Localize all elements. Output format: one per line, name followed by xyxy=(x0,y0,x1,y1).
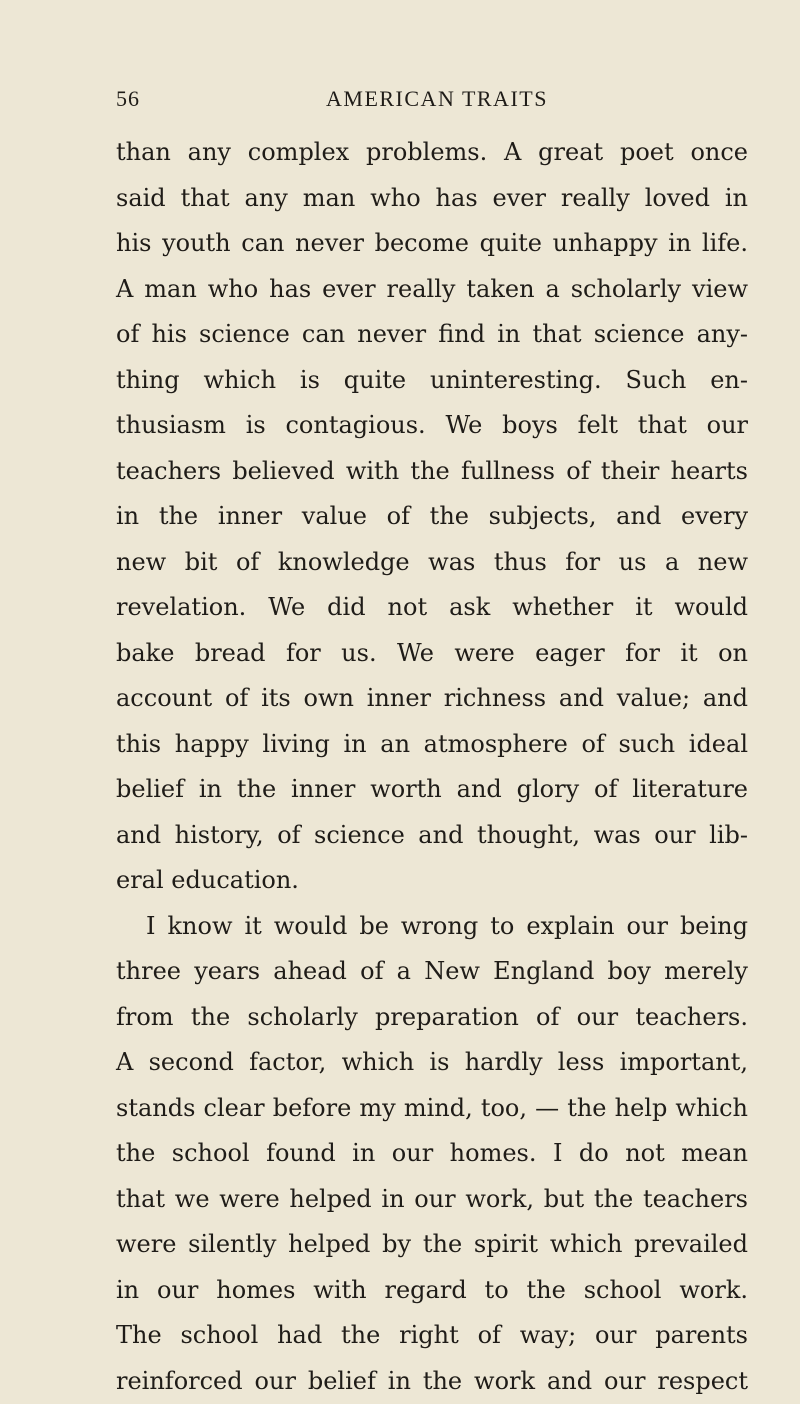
text-line: of his science can never find in that science any- xyxy=(116,312,748,358)
text-line: I know it would be wrong to explain our being xyxy=(116,904,748,950)
page-number: 56 xyxy=(116,86,140,112)
text-line: teachers believed with the fullness of their hearts xyxy=(116,449,748,495)
text-line: reinforced our belief in the work and our respect xyxy=(116,1359,748,1404)
text-line: eral education. xyxy=(116,858,748,904)
text-line: stands clear before my mind, too, — the help which xyxy=(116,1086,748,1132)
text-line: revelation. We did not ask whether it would xyxy=(116,585,748,631)
text-line: this happy living in an atmosphere of such ideal xyxy=(116,722,748,768)
running-head xyxy=(116,86,722,120)
body-text xyxy=(116,130,748,1404)
text-line: account of its own inner richness and value; and xyxy=(116,676,748,722)
text-line: his youth can never become quite unhappy in life. xyxy=(116,221,748,267)
text-line: the school found in our homes. I do not mean xyxy=(116,1131,748,1177)
text-line: from the scholarly preparation of our teachers. xyxy=(116,995,748,1041)
text-line: said that any man who has ever really loved in xyxy=(116,176,748,222)
text-line: and history, of science and thought, was our lib- xyxy=(116,813,748,859)
text-line: that we were helped in our work, but the teachers xyxy=(116,1177,748,1223)
text-line: thusiasm is contagious. We boys felt that our xyxy=(116,403,748,449)
text-line: belief in the inner worth and glory of literature xyxy=(116,767,748,813)
text-line: new bit of knowledge was thus for us a new xyxy=(116,540,748,586)
text-line: thing which is quite uninteresting. Such en- xyxy=(116,358,748,404)
text-line: in our homes with regard to the school work. xyxy=(116,1268,748,1314)
text-line: were silently helped by the spirit which prevailed xyxy=(116,1222,748,1268)
text-line: bake bread for us. We were eager for it on xyxy=(116,631,748,677)
text-line: A man who has ever really taken a scholarly view xyxy=(116,267,748,313)
running-title: AMERICAN TRAITS xyxy=(326,86,548,112)
text-line: The school had the right of way; our parents xyxy=(116,1313,748,1359)
text-line: than any complex problems. A great poet once xyxy=(116,130,748,176)
text-line: in the inner value of the subjects, and every xyxy=(116,494,748,540)
text-line: three years ahead of a New England boy merely xyxy=(116,949,748,995)
text-line: A second factor, which is hardly less important, xyxy=(116,1040,748,1086)
